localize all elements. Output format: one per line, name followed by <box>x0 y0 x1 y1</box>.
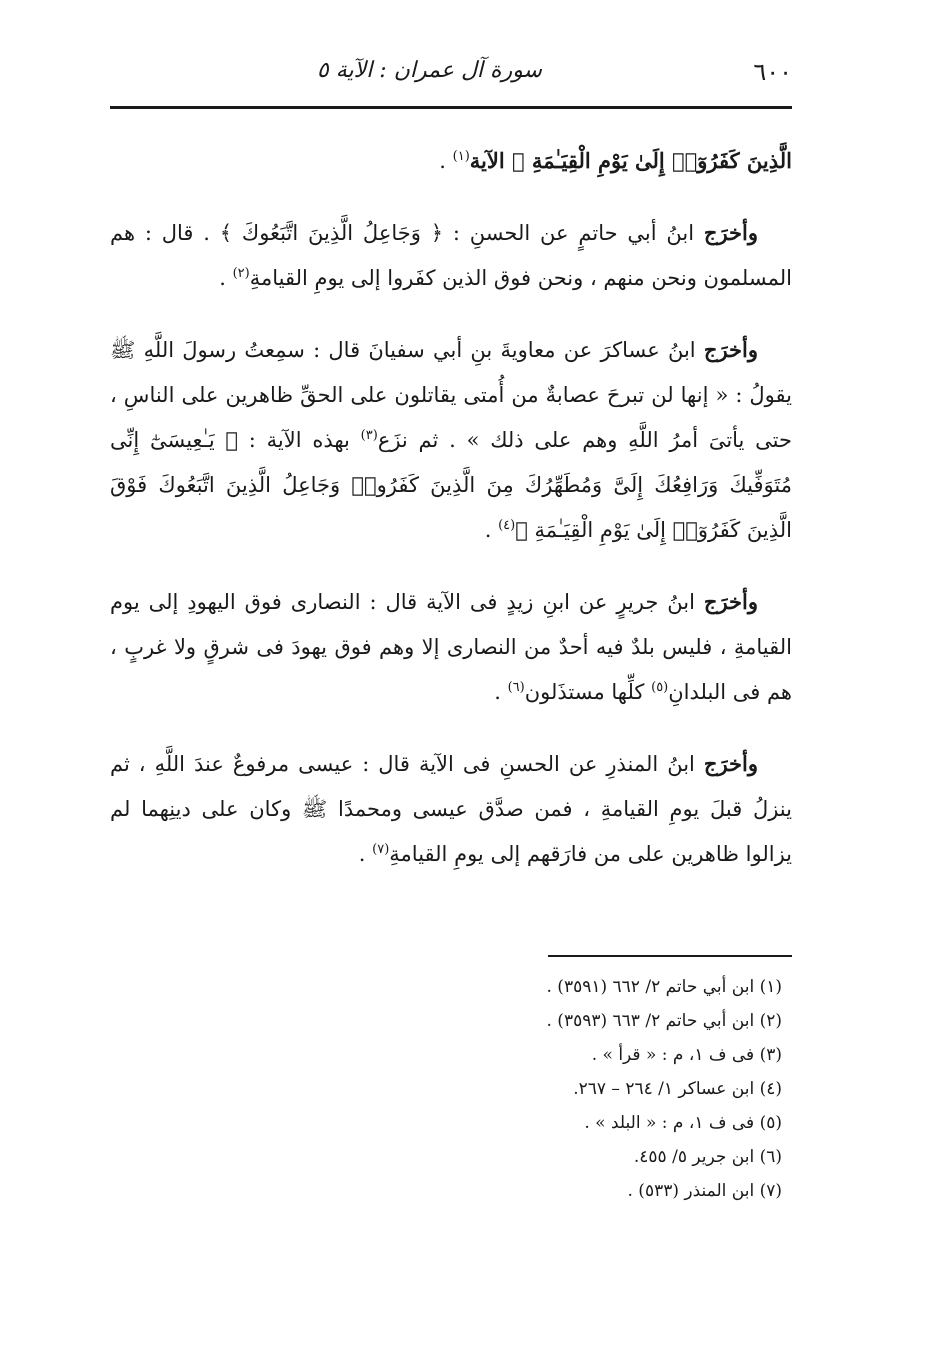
footnote-ref: (٥) <box>651 680 669 695</box>
paragraph-tail: . <box>494 680 508 704</box>
footnote-ref: (٣) <box>360 428 378 443</box>
main-text <box>110 138 792 903</box>
paragraph-5 <box>110 741 792 877</box>
paragraph-text: ابنُ عساكرَ عن معاويةَ بنِ أبي سفيانَ قال : سمِعتُ رسولَ اللَّهِ ﷺ يقولُ : « إنها لن تبرحَ عصابةٌ من أُمتى يقاتلون على الحقِّ ظاهرين على الناسِ ، حتى يأتىَ أمرُ اللَّهِ وهم على ذلك » . ثم نزَع <box>110 338 793 452</box>
footnote-4: (٤) ابن عساكر ١/ ٢٦٤ – ٢٦٧. <box>573 1079 782 1099</box>
paragraph-text: ابنُ المنذرِ عن الحسنِ فى الآية قال : عيسى مرفوعٌ عندَ اللَّهِ ، ثم ينزلُ قبلَ يومِ القيامةِ ، فمن صدَّق عيسى ومحمدًا ﷺ وكان على دينِهما لم يزالوا ظاهرين على من فارَقهم إلى يومِ القيامةِ <box>110 752 792 866</box>
footnote-rule <box>548 955 792 957</box>
paragraph-lead: وأخرَج <box>703 337 758 362</box>
footnote-2: (٢) ابن أبي حاتم ٢/ ٦٦٣ (٣٥٩٣) . <box>546 1011 782 1031</box>
paragraph-4 <box>110 579 792 715</box>
footnote-7: (٧) ابن المنذر (٥٣٣) . <box>627 1181 782 1201</box>
paragraph-text-continued: كلِّها مستذَلون <box>524 680 652 704</box>
page-header <box>110 58 792 98</box>
paragraph-tail: . <box>484 518 499 542</box>
paragraph-text: ابنُ أبي حاتمٍ عن الحسنِ : ﴿ وَجَاعِلُ الَّذِينَ اتَّبَعُوكَ ﴾ . قال : هم المسلمون ونحن منهم ، ونحن فوق الذين كفَروا إلى يومِ القيامةِ <box>110 221 792 290</box>
footnote-3: (٣) فى ف ١، م : « قرأ » . <box>591 1045 782 1065</box>
footnote-ref: (١) <box>452 149 470 164</box>
paragraph-text-continued: بهذه الآية : ﴿ يَـٰعِيسَىٰٓ إِنِّى مُتَوَفِّيكَ وَرَافِعُكَ إِلَىَّ وَمُطَهِّرُكَ مِنَ الَّذِينَ كَفَرُوا۟ وَجَاعِلُ الَّذِينَ اتَّبَعُوكَ فَوْقَ الَّذِينَ كَفَرُوٓا۟ إِلَىٰ يَوْمِ الْقِيَـٰمَةِ ﴾ <box>110 428 792 542</box>
footnote-1: (١) ابن أبي حاتم ٢/ ٦٦٢ (٣٥٩١) . <box>546 977 782 997</box>
paragraph-1 <box>110 138 792 184</box>
footnote-ref: (٤) <box>498 518 516 533</box>
paragraph-lead: وأخرَج <box>703 220 758 245</box>
footnote-6: (٦) ابن جرير ٥/ ٤٥٥. <box>633 1147 782 1167</box>
footnote-5: (٥) فى ف ١، م : « البلد » . <box>584 1113 782 1133</box>
footnotes <box>110 970 782 1208</box>
paragraph-lead: وأخرَج <box>703 589 758 614</box>
paragraph-tail: . <box>439 149 453 173</box>
paragraph-text: ابنُ جريرٍ عن ابنِ زيدٍ فى الآية قال : النصارى فوق اليهودِ إلى يوم القيامةِ ، فليس بلدٌ فيه أحدٌ من النصارى إلا وهم فوق يهودَ فى شرقٍ ولا غربٍ ، هم فى البلدانِ <box>110 590 792 704</box>
paragraph-2 <box>110 210 792 301</box>
running-title: سورة آل عمران : الآية ٥ <box>316 58 542 83</box>
paragraph-3 <box>110 327 792 553</box>
quran-quote: الَّذِينَ كَفَرُوٓا۟ إِلَىٰ يَوْمِ الْقِيَـٰمَةِ ﴾ الآية <box>469 148 792 173</box>
footnote-ref: (٧) <box>372 842 390 857</box>
header-rule <box>110 106 792 109</box>
footnote-ref: (٦) <box>507 680 525 695</box>
page-number: ٦٠٠ <box>753 58 792 86</box>
footnote-ref: (٢) <box>232 266 250 281</box>
paragraph-tail: . <box>219 266 233 290</box>
paragraph-tail: . <box>358 842 373 866</box>
paragraph-lead: وأخرَج <box>703 751 758 776</box>
